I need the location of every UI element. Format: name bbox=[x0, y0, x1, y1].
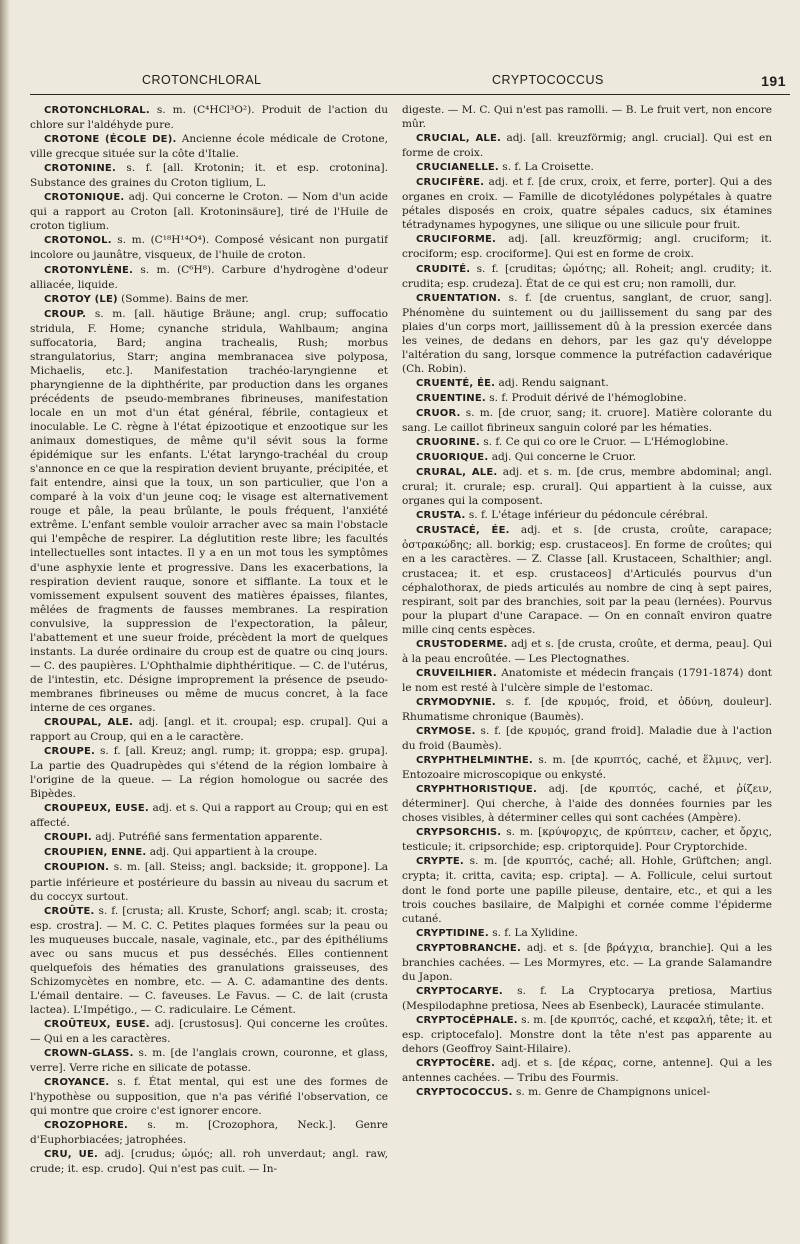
dictionary-entry bbox=[30, 1046, 388, 1075]
entry-headword: CRYMOSE. bbox=[416, 726, 476, 738]
entry-definition: s. f. La Xylidine. bbox=[492, 926, 578, 939]
entry-headword: CRUSTODERME. bbox=[416, 638, 508, 650]
dictionary-entry bbox=[30, 1147, 388, 1176]
entry-definition: s. m. [de l'anglais crown, couronne, et glass, verre]. Verre riche en silicate de potasse. bbox=[30, 1047, 388, 1075]
entry-headword: CRYPTOCARYE. bbox=[416, 985, 503, 997]
entry-definition: s. f. [de cruentus, sanglant, de cruor, sang]. Phénomène du suintement ou du jaillissement du sang par des plaies d'un corps mort, jaillissement dû à la pression exercée dans les veines, de dedans en dehors, par les gaz qu'y développe l'altération du sang, lorsque commence la putréfaction cadavérique (Ch. Robin). bbox=[402, 291, 772, 375]
entry-definition: s. f. [crusta; all. Kruste, Schorf; angl. scab; it. crosta; esp. crostra]. — M. C. C. Petites plaques formées sur la peau ou les muqueuses buccale, nasale, vaginale, etc., par des épithéliums avec ou sans mucus et pus desséchés. Elles contiennent quelquefois des hématies des granulations graisseuses, des Schizomycètes en nombre, etc. — A. C. adamantine des dents. L'émail dentaire. — C. faveuses. Le Favus. — C. de lait (crusta lactea). L'Impétigo., — C. radiculaire. Le Cément. bbox=[30, 904, 388, 1016]
dictionary-entry bbox=[402, 262, 772, 291]
dictionary-entry bbox=[30, 233, 388, 262]
entry-definition: s. m. [de κρυπτός, caché, et κεφαλή, tête; it. et esp. criptocefalo]. Monstre dont la tête n'est pas apparente au dehors (Geoffroy Saint-Hilaire). bbox=[402, 1013, 772, 1056]
entry-headword: CRYPTOBRANCHE. bbox=[416, 942, 521, 954]
entry-definition: s. m. [all. häutige Bräune; angl. crup; suffocatio stridula, F. Home; cynanche stridula, Wahlbaum; angina suffocatoria, Bard; angina trachealis, Rush; morbus strangulatorius, Starr; angina membranacea sive polyposa, Michaelis, etc.]. Manifestation trachéo-laryngienne et pharyngienne de la diphthérite, par production dans les organes précédents de pseudo-membranes fibrineuses, manifestation locale en un mot d'un état général, fébrile, contagieux et inoculable. Le C. règne à l'état épizootique et enzootique sur les animaux domestiques, de même qu'il sévit sous la forme épidémique sur les enfants. L'état laryngo-trachéal du croup s'annonce en ce que la respiration devient bruyante, précipitée, et fait entendre, ainsi que la toux, un son particulier, que l'on a comparé à la voix d'un jeune coq; le visage est alternativement rouge et pâle, la peau brûlante, le pouls fréquent, l'anxiété extrême. L'enfant semble vouloir arracher avec sa main l'obstacle qui l'empêche de respirer. La déglutition reste libre; les facultés intellectuelles sont intactes. Il y a en un mot tous les symptômes d'une asphyxie lente et progressive. Dans les exacerbations, la respiration devient rauque, sonore et sifflante. La toux et le vomissement expulsent souvent des matières épaisses, filantes, mêlées de fragments de fausses membranes. La respiration convulsive, la suppression de l'expectoration, la pâleur, l'abattement et une sueur froide, précèdent la mort de quelques instants. La durée ordinaire du croup est de quatre ou cinq jours. — C. des paupières. L'Ophthalmie diphthéritique. — C. de l'utérus, de l'intestin, etc. Désigne improprement la présence de pseudo-membranes fibrineuses ou même de mucus concret, à la face interne de ces organes. bbox=[30, 307, 388, 714]
right-running-title: CRYPTOCOCCUS bbox=[492, 73, 604, 87]
dictionary-entry bbox=[402, 175, 772, 232]
dictionary-entry bbox=[30, 292, 388, 307]
dictionary-entry bbox=[402, 1056, 772, 1085]
entry-headword: CRUCIAL, ALE. bbox=[416, 133, 502, 145]
entry-definition: s. f. La Croisette. bbox=[502, 161, 594, 174]
entry-headword: CRYPTIDINE. bbox=[416, 927, 489, 939]
entry-definition: adj et s. [de crusta, croûte, et derma, peau]. Qui à la peau encroûtée. — Les Plectognathes. bbox=[402, 637, 772, 665]
entry-headword: CRUDITÉ. bbox=[416, 263, 471, 275]
entry-headword: CRUENTÉ, ÉE. bbox=[416, 377, 496, 389]
entry-definition: adj. et s. Qui a rapport au Croup; qui en est affecté. bbox=[30, 802, 388, 830]
entry-headword: CROUPEUX, EUSE. bbox=[44, 803, 149, 815]
dictionary-entry bbox=[30, 161, 388, 190]
dictionary-entry bbox=[402, 450, 772, 465]
dictionary-entry bbox=[30, 132, 388, 161]
dictionary-entry bbox=[30, 904, 388, 1017]
entry-headword: CRYMODYNIE. bbox=[416, 696, 496, 708]
right-column bbox=[402, 103, 772, 1223]
dictionary-entry bbox=[402, 435, 772, 450]
dictionary-entry bbox=[30, 190, 388, 233]
header-rule bbox=[30, 94, 790, 95]
dictionary-entry bbox=[402, 465, 772, 508]
entry-headword: CRURAL, ALE. bbox=[416, 467, 498, 479]
dictionary-entry bbox=[402, 825, 772, 854]
entry-headword: CRUORINE. bbox=[416, 437, 480, 449]
dictionary-entry bbox=[402, 103, 772, 131]
entry-headword: CRUCIANELLE. bbox=[416, 162, 499, 174]
entry-headword: CROZOPHORE. bbox=[44, 1120, 129, 1132]
dictionary-entry bbox=[402, 391, 772, 406]
entry-definition: s. m. [de κρυπτός, caché; all. Hohle, Grüftchen; angl. crypta; it. critta, cavita; esp. cripta]. — A. Follicule, celui surtout dont le fond porte une papille pileuse, dentaire, etc., et qui a les trois couches basilaire, de Malpighi et cornée comme l'épiderme cutané. bbox=[402, 855, 772, 925]
entry-headword: CROUP. bbox=[44, 308, 87, 320]
dictionary-entry bbox=[30, 263, 388, 292]
dictionary-entry bbox=[402, 666, 772, 695]
entry-definition: s. m. [all. Steiss; angl. backside; it. groppone]. La partie inférieure et postérieure du bassin au niveau du sacrum et du coccyx surtout. bbox=[30, 861, 388, 903]
entry-headword: CROTONOL. bbox=[44, 235, 112, 247]
dictionary-entry bbox=[402, 926, 772, 941]
dictionary-entry bbox=[402, 941, 772, 984]
entry-headword: CROYANCE. bbox=[44, 1077, 110, 1089]
entry-definition: adj. [de κρυπτός, caché, et ῥίζειν, déterminer]. Qui cherche, à l'aide des données fournies par les choses visibles, à déterminer celles qui sont cachées (Ampère). bbox=[402, 783, 772, 825]
entry-headword: CRYPHTHELMINTHE. bbox=[416, 755, 533, 767]
entry-headword: CRUCIFÈRE. bbox=[416, 177, 485, 189]
entry-definition: s. f. [cruditas; ὠμότης; all. Roheit; angl. crudity; it. crudita; esp. crudeza]. État de ce qui est cru; non ramolli, dur. bbox=[402, 262, 772, 290]
dictionary-entry bbox=[402, 232, 772, 261]
entry-headword: CROÛTE. bbox=[44, 905, 95, 917]
entry-definition: adj. et f. [de crux, croix, et ferre, porter]. Qui a des organes en croix. — Famille de dicotylédones polypétales à quatre pétales disposés en croix, quatre sépales caducs, six étamines tétradynames hypogynes, une silique ou une silicule pour fruit. bbox=[402, 176, 772, 232]
dictionary-entry bbox=[402, 695, 772, 724]
dictionary-entry bbox=[402, 376, 772, 391]
dictionary-entry bbox=[30, 1017, 388, 1046]
entry-headword: CRYPTOCOCCUS. bbox=[416, 1087, 513, 1099]
entry-definition: adj. et s. [de κέρας, corne, antenne]. Qui a les antennes cachées. — Tribu des Fourmis. bbox=[402, 1057, 772, 1085]
entry-definition: adj. [angl. et it. croupal; esp. crupal]. Qui a rapport au Croup, qui en a le caractère. bbox=[30, 716, 388, 744]
entry-definition: adj. [crustosus]. Qui concerne les croûtes. — Qui en a les caractères. bbox=[30, 1018, 388, 1046]
page-number: 191 bbox=[761, 73, 786, 89]
dictionary-entry bbox=[402, 1085, 772, 1100]
entry-definition: adj. Rendu saignant. bbox=[498, 376, 609, 389]
entry-definition: s. f. L'étage inférieur du pédoncule cérébral. bbox=[468, 509, 709, 522]
entry-headword: CRUSTACÉ, ÉE. bbox=[416, 525, 510, 537]
entry-headword: CROTONYLÈNE. bbox=[44, 264, 134, 276]
running-header bbox=[22, 73, 794, 95]
dictionary-entry bbox=[30, 307, 388, 715]
entry-definition: digeste. — M. C. Qui n'est pas ramolli. — B. Le fruit vert, non encore mûr. bbox=[402, 104, 772, 131]
left-running-title: CROTONCHLORAL bbox=[142, 73, 262, 87]
entry-definition: s. f. [de κρυμός, froid, et ὀδύνη, douleur]. Rhumatisme chronique (Baumès). bbox=[402, 695, 772, 723]
entry-definition: adj. [all. kreuzförmig; angl. cruciform; it. crociform; esp. crociforme]. Qui est en forme de croix. bbox=[402, 233, 772, 261]
entry-headword: CROUPION. bbox=[44, 862, 110, 874]
entry-definition: s. f. [all. Krotonin; it. et esp. crotonina]. Substance des graines du Croton tiglium, L. bbox=[30, 162, 388, 190]
dictionary-entry bbox=[30, 744, 388, 801]
entry-definition: (Somme). Bains de mer. bbox=[121, 292, 249, 305]
dictionary-page bbox=[22, 0, 794, 1244]
entry-headword: CRUCIFORME. bbox=[416, 234, 497, 246]
dictionary-entry bbox=[402, 523, 772, 636]
dictionary-entry bbox=[402, 508, 772, 523]
entry-definition: s. m. Genre de Champignons unicel- bbox=[515, 1086, 711, 1099]
entry-definition: s. f. La Cryptocarya pretiosa, Martius (Mespilodaphne pretiosa, Nees ab Esenbeck), Lauracée stimulante. bbox=[402, 984, 772, 1012]
entry-definition: adj. Qui appartient à la croupe. bbox=[149, 846, 318, 859]
entry-definition: s. m. (C⁴HCl³O²). Produit de l'action du chlore sur l'aldéhyde pure. bbox=[30, 104, 388, 132]
dictionary-entry bbox=[402, 291, 772, 376]
entry-definition: s. f. Ce qui co ore le Cruor. — L'Hémoglobine. bbox=[483, 436, 729, 449]
entry-headword: CROTOY (LE) bbox=[44, 293, 118, 305]
entry-headword: CRUENTATION. bbox=[416, 292, 501, 304]
entry-definition: s. m. (C⁶H⁸). Carbure d'hydrogène d'odeur alliacée, liquide. bbox=[30, 263, 388, 291]
entry-headword: CRYPTOCÉPHALE. bbox=[416, 1014, 518, 1026]
dictionary-entry bbox=[30, 715, 388, 744]
entry-headword: CRUORIQUE. bbox=[416, 452, 489, 464]
entry-headword: CROUPAL, ALE. bbox=[44, 717, 134, 729]
dictionary-entry bbox=[402, 406, 772, 435]
dictionary-entry bbox=[402, 1013, 772, 1056]
dictionary-entry bbox=[402, 854, 772, 925]
dictionary-entry bbox=[402, 782, 772, 825]
entry-headword: CRUSTA. bbox=[416, 510, 466, 522]
entry-definition: s. f. [all. Kreuz; angl. rump; it. groppa; esp. grupa]. La partie des Quadrupèdes qui s'étend de la région lombaire à l'origine de la queue. — La région homologue ou sacrée des Bipèdes. bbox=[30, 745, 388, 801]
entry-headword: CRYPTE. bbox=[416, 856, 464, 868]
entry-definition: s. f. [de κρυμός, grand froid]. Maladie due à l'action du froid (Baumès). bbox=[402, 725, 772, 753]
entry-definition: adj. et s. m. [de crus, membre abdominal; angl. crural; it. crurale; esp. crural]. Qui appartient à la cuisse, aux organes qui la composent. bbox=[402, 466, 772, 508]
entry-definition: adj. Qui concerne le Croton. — Nom d'un acide qui a rapport au Croton [all. Krotoninsäure], tiré de l'Huile de croton tiglium. bbox=[30, 191, 388, 233]
entry-headword: CRUVEILHIER. bbox=[416, 667, 497, 679]
dictionary-entry bbox=[402, 724, 772, 753]
entry-definition: adj. [all. kreuzförmig; angl. crucial]. Qui est en forme de croix. bbox=[402, 132, 772, 160]
dictionary-entry bbox=[402, 160, 772, 175]
entry-definition: adj. et s. [de βράγχια, branchie]. Qui a les branchies cachées. — Les Mormyres, etc. — La grande Salamandre du Japon. bbox=[402, 941, 772, 983]
entry-definition: adj. Putréfié sans fermentation apparente. bbox=[95, 831, 323, 844]
book-binding-edge bbox=[0, 0, 10, 1244]
dictionary-entry bbox=[30, 1075, 388, 1118]
entry-headword: CRYPSORCHIS. bbox=[416, 827, 502, 839]
entry-definition: s. m. (C¹⁸H¹⁴O⁴). Composé vésicant non purgatif incolore ou jaunâtre, visqueux, de l'huile de croton. bbox=[30, 234, 388, 262]
entry-definition: s. m. [κρύψορχις, de κρύπτειν, cacher, et ὄρχις, testicule; it. cripsorchide; esp. criptorquide]. Pour Cryptorchide. bbox=[402, 826, 772, 854]
entry-definition: adj. [crudus; ὠμός; all. roh unverdaut; angl. raw, crude; it. esp. crudo]. Qui n'est pas cuit. — In- bbox=[30, 1148, 388, 1176]
entry-definition: s. f. État mental, qui est une des formes de l'hypothèse ou supposition, que n'a pas vérifié l'observation, ce qui montre que croire c'est ignorer encore. bbox=[30, 1076, 388, 1118]
entry-headword: CROUPIEN, ENNE. bbox=[44, 847, 147, 859]
entry-definition: Ancienne école médicale de Crotone, ville grecque située sur la côte d'Italie. bbox=[30, 133, 388, 161]
entry-headword: CROUPE. bbox=[44, 746, 96, 758]
dictionary-entry bbox=[30, 860, 388, 903]
dictionary-entry bbox=[30, 1118, 388, 1147]
entry-headword: CROTONCHLORAL. bbox=[44, 105, 150, 116]
entry-definition: s. f. Produit dérivé de l'hémoglobine. bbox=[489, 391, 687, 404]
entry-headword: CROUPI. bbox=[44, 832, 92, 844]
entry-headword: CROÛTEUX, EUSE. bbox=[44, 1019, 150, 1030]
dictionary-entry bbox=[30, 845, 388, 860]
dictionary-entry bbox=[402, 131, 772, 160]
entry-headword: CRYPHTHORISTIQUE. bbox=[416, 784, 537, 796]
dictionary-entry bbox=[30, 103, 388, 132]
entry-definition: s. m. [Crozophora, Neck.]. Genre d'Euphorbiacées; jatrophées. bbox=[30, 1119, 388, 1147]
dictionary-entry bbox=[402, 984, 772, 1013]
entry-headword: CRU, UE. bbox=[44, 1149, 99, 1161]
dictionary-entry bbox=[30, 830, 388, 845]
entry-definition: s. m. [de cruor, sang; it. cruore]. Matière colorante du sang. Le caillot fibrineux sanguin coloré par les hématies. bbox=[402, 406, 772, 435]
entry-definition: adj. et s. [de crusta, croûte, carapace; ὀστρακώδης; all. borkig; esp. crustaceos]. En forme de croûtes; qui en a les caractères. — Z. Classe [all. Krustaceen, Schalthier; angl. crustacea; it. et esp. crustaceos] d'Articulés pourvus d'un céphalothorax, de pieds articulés au nombre de cinq à sept paires, respirant, soit par des branchies, soit par la peau (lernées). Pourvus pour la plupart d'une Carapace. — On en connaît environ quatre mille cinq cents espèces. bbox=[402, 524, 772, 636]
entry-definition: Anatomiste et médecin français (1791-1874) dont le nom est resté à l'ulcère simple de l'estomac. bbox=[402, 666, 772, 694]
left-column bbox=[30, 103, 388, 1223]
entry-definition: adj. Qui concerne le Cruor. bbox=[491, 451, 636, 464]
entry-headword: CROTONIQUE. bbox=[44, 192, 125, 204]
entry-headword: CROTONE (ÉCOLE DE). bbox=[44, 134, 177, 146]
dictionary-entry bbox=[402, 753, 772, 782]
entry-headword: CRUOR. bbox=[416, 407, 461, 419]
entry-headword: CROWN-GLASS. bbox=[44, 1048, 134, 1060]
dictionary-entry bbox=[30, 801, 388, 830]
entry-definition: s. m. [de κρυπτός, caché, et ἕλμινς, ver]. Entozoaire microscopique ou enkysté. bbox=[402, 754, 772, 782]
entry-headword: CRYPTOCÈRE. bbox=[416, 1058, 496, 1070]
entry-headword: CROTONINE. bbox=[44, 163, 116, 175]
entry-headword: CRUENTINE. bbox=[416, 392, 486, 404]
dictionary-entry bbox=[402, 637, 772, 666]
